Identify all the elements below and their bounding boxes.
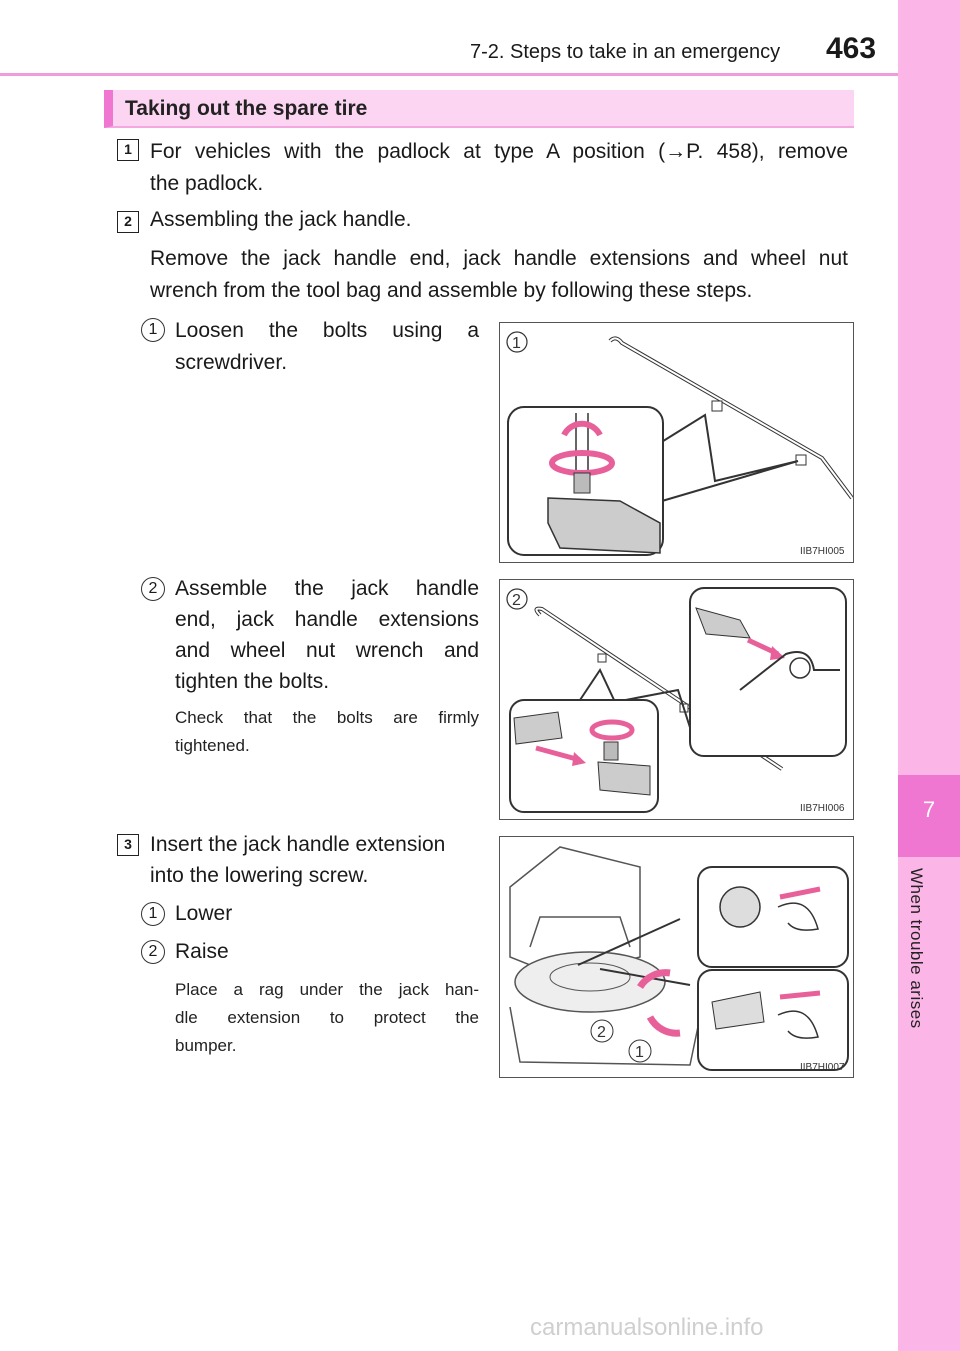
step-3-line1: Insert the jack handle extension — [150, 833, 446, 856]
step-3-note-line1: Place a rag under the jack han- — [175, 980, 479, 999]
substep-2-line3: and wheel nut wrench and — [175, 639, 479, 662]
step-number-box: 3 — [117, 834, 139, 856]
option-lower-label: Lower — [175, 902, 233, 925]
substep-1-line1: Loosen the bolts using a — [175, 319, 479, 342]
chapter-number: 7 — [922, 797, 936, 822]
step-number-box: 2 — [117, 211, 139, 233]
step-1-text-line2: the padlock. — [150, 172, 264, 195]
substep-number: 2 — [141, 577, 165, 601]
svg-text:2: 2 — [597, 1024, 606, 1041]
image-code: IIB7HI005 — [800, 546, 845, 557]
section-title: Taking out the spare tire — [125, 97, 368, 120]
illustration-lowering-screw — [499, 836, 854, 1078]
step-2-body-line2: wrench from the tool bag and assemble by following these steps. — [150, 279, 753, 302]
svg-text:1: 1 — [512, 335, 521, 352]
svg-text:1: 1 — [635, 1044, 644, 1061]
substep-2-note-line1: Check that the bolts are firmly — [175, 708, 479, 727]
chapter-side-tab — [898, 0, 960, 1351]
step-2-title: Assembling the jack handle. — [150, 208, 412, 231]
step-1-text-line1: For vehicles with the padlock at type A position (→P. 458), remove — [150, 140, 848, 163]
step-number-box: 1 — [117, 139, 139, 161]
step-3-note-line3: bumper. — [175, 1036, 237, 1055]
illustration-assemble-handle — [499, 579, 854, 820]
image-code: IIB7HI007 — [800, 1062, 845, 1073]
chapter-label: When trouble arises — [907, 868, 926, 1029]
illustration-lowering-screw-drawing — [500, 837, 854, 1078]
illustration-loosen-bolts-drawing — [500, 323, 854, 563]
option-raise-label: Raise — [175, 940, 229, 963]
illustration-loosen-bolts — [499, 322, 854, 563]
substep-1-line2: screwdriver. — [175, 351, 288, 374]
running-header-section: 7-2. Steps to take in an emergency — [470, 41, 781, 63]
step-3-line2: into the lowering screw. — [150, 864, 369, 887]
substep-2-line4: tighten the bolts. — [175, 670, 330, 693]
svg-text:2: 2 — [512, 592, 521, 609]
step-2-body-line1: Remove the jack handle end, jack handle extensions and wheel nut — [150, 247, 848, 270]
image-code: IIB7HI006 — [800, 803, 845, 814]
option-number: 2 — [141, 940, 165, 964]
step-3-note-line2: dle extension to protect the — [175, 1008, 479, 1027]
illustration-assemble-handle-drawing — [500, 580, 854, 820]
page-number: 463 — [826, 32, 877, 65]
section-heading — [104, 90, 854, 128]
watermark: carmanualsonline.info — [530, 1314, 764, 1341]
option-number: 1 — [141, 902, 165, 926]
substep-2-note-line2: tightened. — [175, 736, 250, 755]
substep-2-line1: Assemble the jack handle — [175, 577, 479, 600]
substep-number: 1 — [141, 318, 165, 342]
header-rule — [0, 73, 898, 76]
chapter-label-wrap — [906, 868, 946, 1058]
substep-2-line2: end, jack handle extensions — [175, 608, 479, 631]
